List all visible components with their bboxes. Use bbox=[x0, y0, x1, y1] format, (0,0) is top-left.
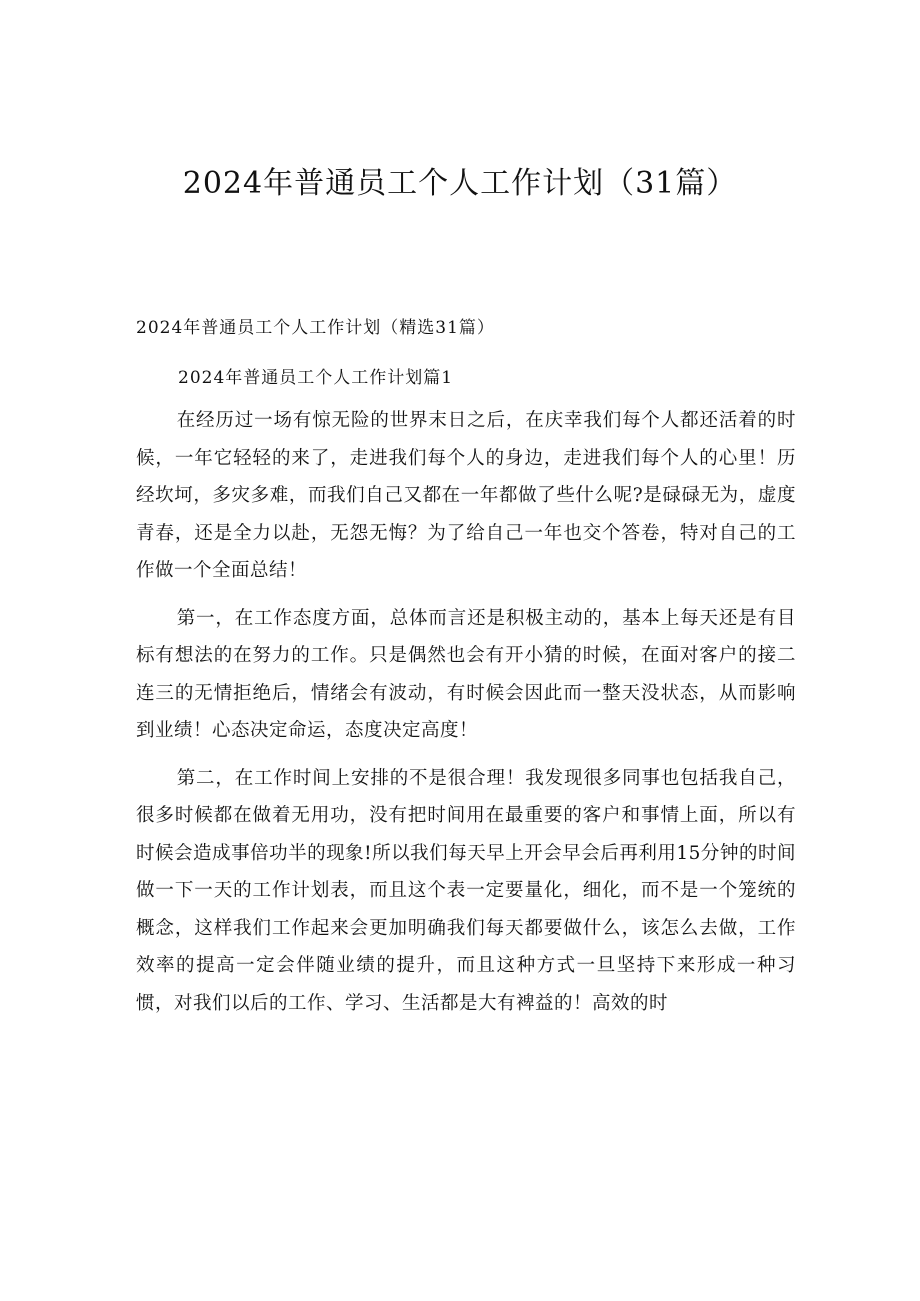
document-body bbox=[136, 402, 796, 1032]
document-title: 2024年普通员工个人工作计划（31篇） bbox=[182, 166, 738, 201]
document-subtitle: 2024年普通员工个人工作计划（精选31篇） bbox=[136, 318, 495, 338]
body-paragraph-2: 第一，在工作态度方面，总体而言还是积极主动的，基本上每天还是有目标有想法的在努力的工作。只是偶然也会有开小猜的时候，在面对客户的接二连三的无情拒绝后，情绪会有波动，有时候会因此而一整天没状态，从而影响到业绩！心态决定命运，态度决定高度！ bbox=[136, 607, 796, 741]
section-heading: 2024年普通员工个人工作计划篇1 bbox=[178, 368, 454, 388]
body-paragraph-1: 在经历过一场有惊无险的世界末日之后，在庆幸我们每个人都还活着的时候，一年它轻轻的来了，走进我们每个人的身边，走进我们每个人的心里！历经坎坷，多灾多难，而我们自己又都在一年都做了些什么呢?是碌碌无为，虚度青春，还是全力以赴，无怨无悔？为了给自己一年也交个答卷，特对自己的工作做一个全面总结！ bbox=[136, 410, 796, 581]
body-paragraph-3: 第二，在工作时间上安排的不是很合理！我发现很多同事也包括我自己，很多时候都在做着无用功，没有把时间用在最重要的客户和事情上面，所以有时候会造成事倍功半的现象!所以我们每天早上开会早会后再利用15分钟的时间做一下一天的工作计划表，而且这个表一定要量化，细化，而不是一个笼统的概念，这样我们工作起来会更加明确我们每天都要做什么，该怎么去做，工作效率的提高一定会伴随业绩的提升，而且这种方式一旦坚持下来形成一种习惯，对我们以后的工作、学习、生活都是大有裨益的！高效的时 bbox=[136, 767, 796, 1014]
